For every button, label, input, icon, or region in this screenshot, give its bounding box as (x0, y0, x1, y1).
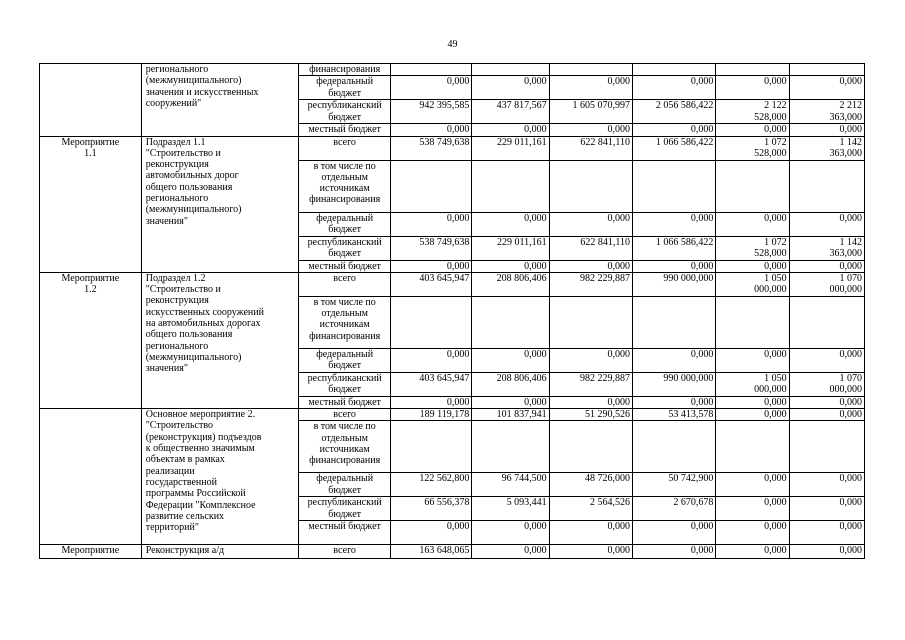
amount-cell: 538 749,638 (390, 136, 471, 160)
amount-cell: 0,000 (390, 124, 471, 136)
amount-cell: 0,000 (633, 260, 716, 272)
amount-cell: 0,000 (633, 545, 716, 559)
amount-cell: 0,000 (633, 76, 716, 100)
amount-cell: 0,000 (789, 396, 864, 408)
amount-cell: 2 670,678 (633, 497, 716, 521)
amount-cell: 403 645,947 (390, 372, 471, 396)
amount-cell: 0,000 (789, 409, 864, 421)
amount-cell: 2 122 528,000 (716, 100, 789, 124)
table-row (40, 64, 865, 76)
amount-cell: 982 229,887 (549, 272, 632, 296)
amount-cell: 0,000 (390, 260, 471, 272)
page-number: 49 (447, 39, 458, 50)
amount-cell: 1 050 000,000 (716, 272, 789, 296)
table-row (40, 545, 865, 559)
amount-cell (390, 421, 471, 473)
amount-cell (472, 296, 549, 348)
amount-cell: 50 742,900 (633, 473, 716, 497)
amount-cell: 403 645,947 (390, 272, 471, 296)
amount-cell: 0,000 (549, 348, 632, 372)
amount-cell: 2 212 363,000 (789, 100, 864, 124)
amount-cell: 0,000 (390, 396, 471, 408)
amount-cell: 101 837,941 (472, 409, 549, 421)
event-cell (40, 64, 142, 137)
amount-cell: 0,000 (789, 521, 864, 545)
table-row (40, 409, 865, 421)
amount-cell: 229 011,161 (472, 136, 549, 160)
amount-cell: 0,000 (789, 260, 864, 272)
funding-source-cell: местный бюджет (299, 396, 391, 408)
amount-cell (549, 64, 632, 76)
program-name-cell: регионального (межмуниципального) значения и искусственных сооружений" (141, 64, 299, 137)
amount-cell: 51 290,526 (549, 409, 632, 421)
amount-cell (716, 64, 789, 76)
amount-cell (716, 296, 789, 348)
event-cell (40, 409, 142, 545)
budget-table (39, 63, 865, 559)
funding-source-cell: в том числе по отдельным источникам финансирования (299, 421, 391, 473)
amount-cell: 0,000 (716, 212, 789, 236)
amount-cell: 0,000 (716, 260, 789, 272)
amount-cell: 0,000 (716, 521, 789, 545)
amount-cell (789, 64, 864, 76)
program-name-cell: Подраздел 1.1 "Строительство и реконструкция автомобильных дорог общего пользования регионального (межмуниципального) значения" (141, 136, 299, 272)
amount-cell: 163 648,065 (390, 545, 471, 559)
amount-cell: 0,000 (716, 473, 789, 497)
amount-cell: 990 000,000 (633, 372, 716, 396)
amount-cell: 1 142 363,000 (789, 236, 864, 260)
funding-source-cell: в том числе по отдельным источникам финансирования (299, 160, 391, 212)
amount-cell (549, 296, 632, 348)
amount-cell: 0,000 (716, 348, 789, 372)
amount-cell: 0,000 (716, 545, 789, 559)
amount-cell: 982 229,887 (549, 372, 632, 396)
amount-cell: 0,000 (549, 76, 632, 100)
amount-cell: 189 119,178 (390, 409, 471, 421)
amount-cell: 122 562,800 (390, 473, 471, 497)
amount-cell: 437 817,567 (472, 100, 549, 124)
amount-cell: 1 066 586,422 (633, 236, 716, 260)
amount-cell: 0,000 (633, 348, 716, 372)
amount-cell: 0,000 (789, 348, 864, 372)
funding-source-cell: всего (299, 136, 391, 160)
amount-cell: 66 556,378 (390, 497, 471, 521)
amount-cell (633, 160, 716, 212)
event-cell: Мероприятие (40, 545, 142, 559)
amount-cell: 942 395,585 (390, 100, 471, 124)
amount-cell: 0,000 (633, 124, 716, 136)
table-row (40, 136, 865, 160)
amount-cell (390, 64, 471, 76)
amount-cell (633, 64, 716, 76)
amount-cell: 0,000 (633, 212, 716, 236)
amount-cell: 0,000 (472, 348, 549, 372)
amount-cell: 208 806,406 (472, 372, 549, 396)
amount-cell: 208 806,406 (472, 272, 549, 296)
amount-cell: 0,000 (716, 76, 789, 100)
funding-source-cell: в том числе по отдельным источникам финансирования (299, 296, 391, 348)
amount-cell: 0,000 (472, 545, 549, 559)
amount-cell: 2 056 586,422 (633, 100, 716, 124)
amount-cell: 538 749,638 (390, 236, 471, 260)
amount-cell: 1 072 528,000 (716, 236, 789, 260)
amount-cell: 0,000 (472, 260, 549, 272)
amount-cell (633, 296, 716, 348)
event-cell: Мероприятие 1.1 (40, 136, 142, 272)
amount-cell: 1 142 363,000 (789, 136, 864, 160)
amount-cell: 0,000 (390, 521, 471, 545)
amount-cell: 0,000 (549, 545, 632, 559)
amount-cell: 0,000 (390, 348, 471, 372)
amount-cell (789, 296, 864, 348)
funding-source-cell: республиканский бюджет (299, 497, 391, 521)
amount-cell: 2 564,526 (549, 497, 632, 521)
amount-cell: 622 841,110 (549, 236, 632, 260)
funding-source-cell: федеральный бюджет (299, 212, 391, 236)
amount-cell: 48 726,000 (549, 473, 632, 497)
funding-source-cell: федеральный бюджет (299, 348, 391, 372)
program-name-cell: Основное мероприятие 2. "Строительство (реконструкция) подъездов к общественно значимым объектам в рамках реализации государственной программы Российской Федерации "Комплексное развитие сельских территорий" (141, 409, 299, 545)
funding-source-cell: федеральный бюджет (299, 473, 391, 497)
amount-cell: 53 413,578 (633, 409, 716, 421)
amount-cell (472, 64, 549, 76)
amount-cell: 0,000 (789, 473, 864, 497)
funding-source-cell: всего (299, 545, 391, 559)
amount-cell (472, 160, 549, 212)
event-cell: Мероприятие 1.2 (40, 272, 142, 408)
amount-cell: 0,000 (789, 124, 864, 136)
amount-cell: 0,000 (549, 521, 632, 545)
amount-cell: 0,000 (549, 396, 632, 408)
amount-cell: 96 744,500 (472, 473, 549, 497)
funding-source-cell: всего (299, 272, 391, 296)
amount-cell: 5 093,441 (472, 497, 549, 521)
amount-cell (789, 421, 864, 473)
amount-cell (390, 160, 471, 212)
funding-source-cell: республиканский бюджет (299, 372, 391, 396)
amount-cell: 0,000 (716, 124, 789, 136)
amount-cell: 0,000 (789, 545, 864, 559)
amount-cell: 0,000 (472, 396, 549, 408)
amount-cell: 622 841,110 (549, 136, 632, 160)
funding-source-cell: всего (299, 409, 391, 421)
amount-cell: 0,000 (716, 409, 789, 421)
amount-cell: 1 605 070,997 (549, 100, 632, 124)
amount-cell: 0,000 (716, 497, 789, 521)
amount-cell: 229 011,161 (472, 236, 549, 260)
funding-source-cell: местный бюджет (299, 521, 391, 545)
amount-cell: 0,000 (472, 124, 549, 136)
amount-cell: 0,000 (789, 497, 864, 521)
funding-source-cell: финансирования (299, 64, 391, 76)
amount-cell (789, 160, 864, 212)
amount-cell: 0,000 (633, 396, 716, 408)
funding-source-cell: местный бюджет (299, 260, 391, 272)
amount-cell: 0,000 (472, 212, 549, 236)
amount-cell: 1 050 000,000 (716, 372, 789, 396)
amount-cell: 0,000 (549, 260, 632, 272)
amount-cell (716, 421, 789, 473)
table-row (40, 272, 865, 296)
amount-cell: 1 070 000,000 (789, 272, 864, 296)
amount-cell: 0,000 (472, 76, 549, 100)
amount-cell: 0,000 (633, 521, 716, 545)
amount-cell (472, 421, 549, 473)
program-name-cell: Реконструкция а/д (141, 545, 299, 559)
funding-source-cell: республиканский бюджет (299, 236, 391, 260)
funding-source-cell: республиканский бюджет (299, 100, 391, 124)
amount-cell: 1 070 000,000 (789, 372, 864, 396)
amount-cell (549, 421, 632, 473)
amount-cell: 1 072 528,000 (716, 136, 789, 160)
amount-cell: 1 066 586,422 (633, 136, 716, 160)
amount-cell: 0,000 (789, 76, 864, 100)
amount-cell (716, 160, 789, 212)
funding-source-cell: федеральный бюджет (299, 76, 391, 100)
amount-cell: 0,000 (390, 212, 471, 236)
amount-cell: 0,000 (549, 212, 632, 236)
amount-cell: 0,000 (390, 76, 471, 100)
funding-source-cell: местный бюджет (299, 124, 391, 136)
program-name-cell: Подраздел 1.2 "Строительство и реконструкция искусственных сооружений на автомобильных дорогах общего пользования регионального (межмуниципального) значения" (141, 272, 299, 408)
amount-cell (549, 160, 632, 212)
amount-cell: 990 000,000 (633, 272, 716, 296)
amount-cell (633, 421, 716, 473)
amount-cell: 0,000 (789, 212, 864, 236)
amount-cell: 0,000 (472, 521, 549, 545)
amount-cell (390, 296, 471, 348)
amount-cell: 0,000 (549, 124, 632, 136)
amount-cell: 0,000 (716, 396, 789, 408)
